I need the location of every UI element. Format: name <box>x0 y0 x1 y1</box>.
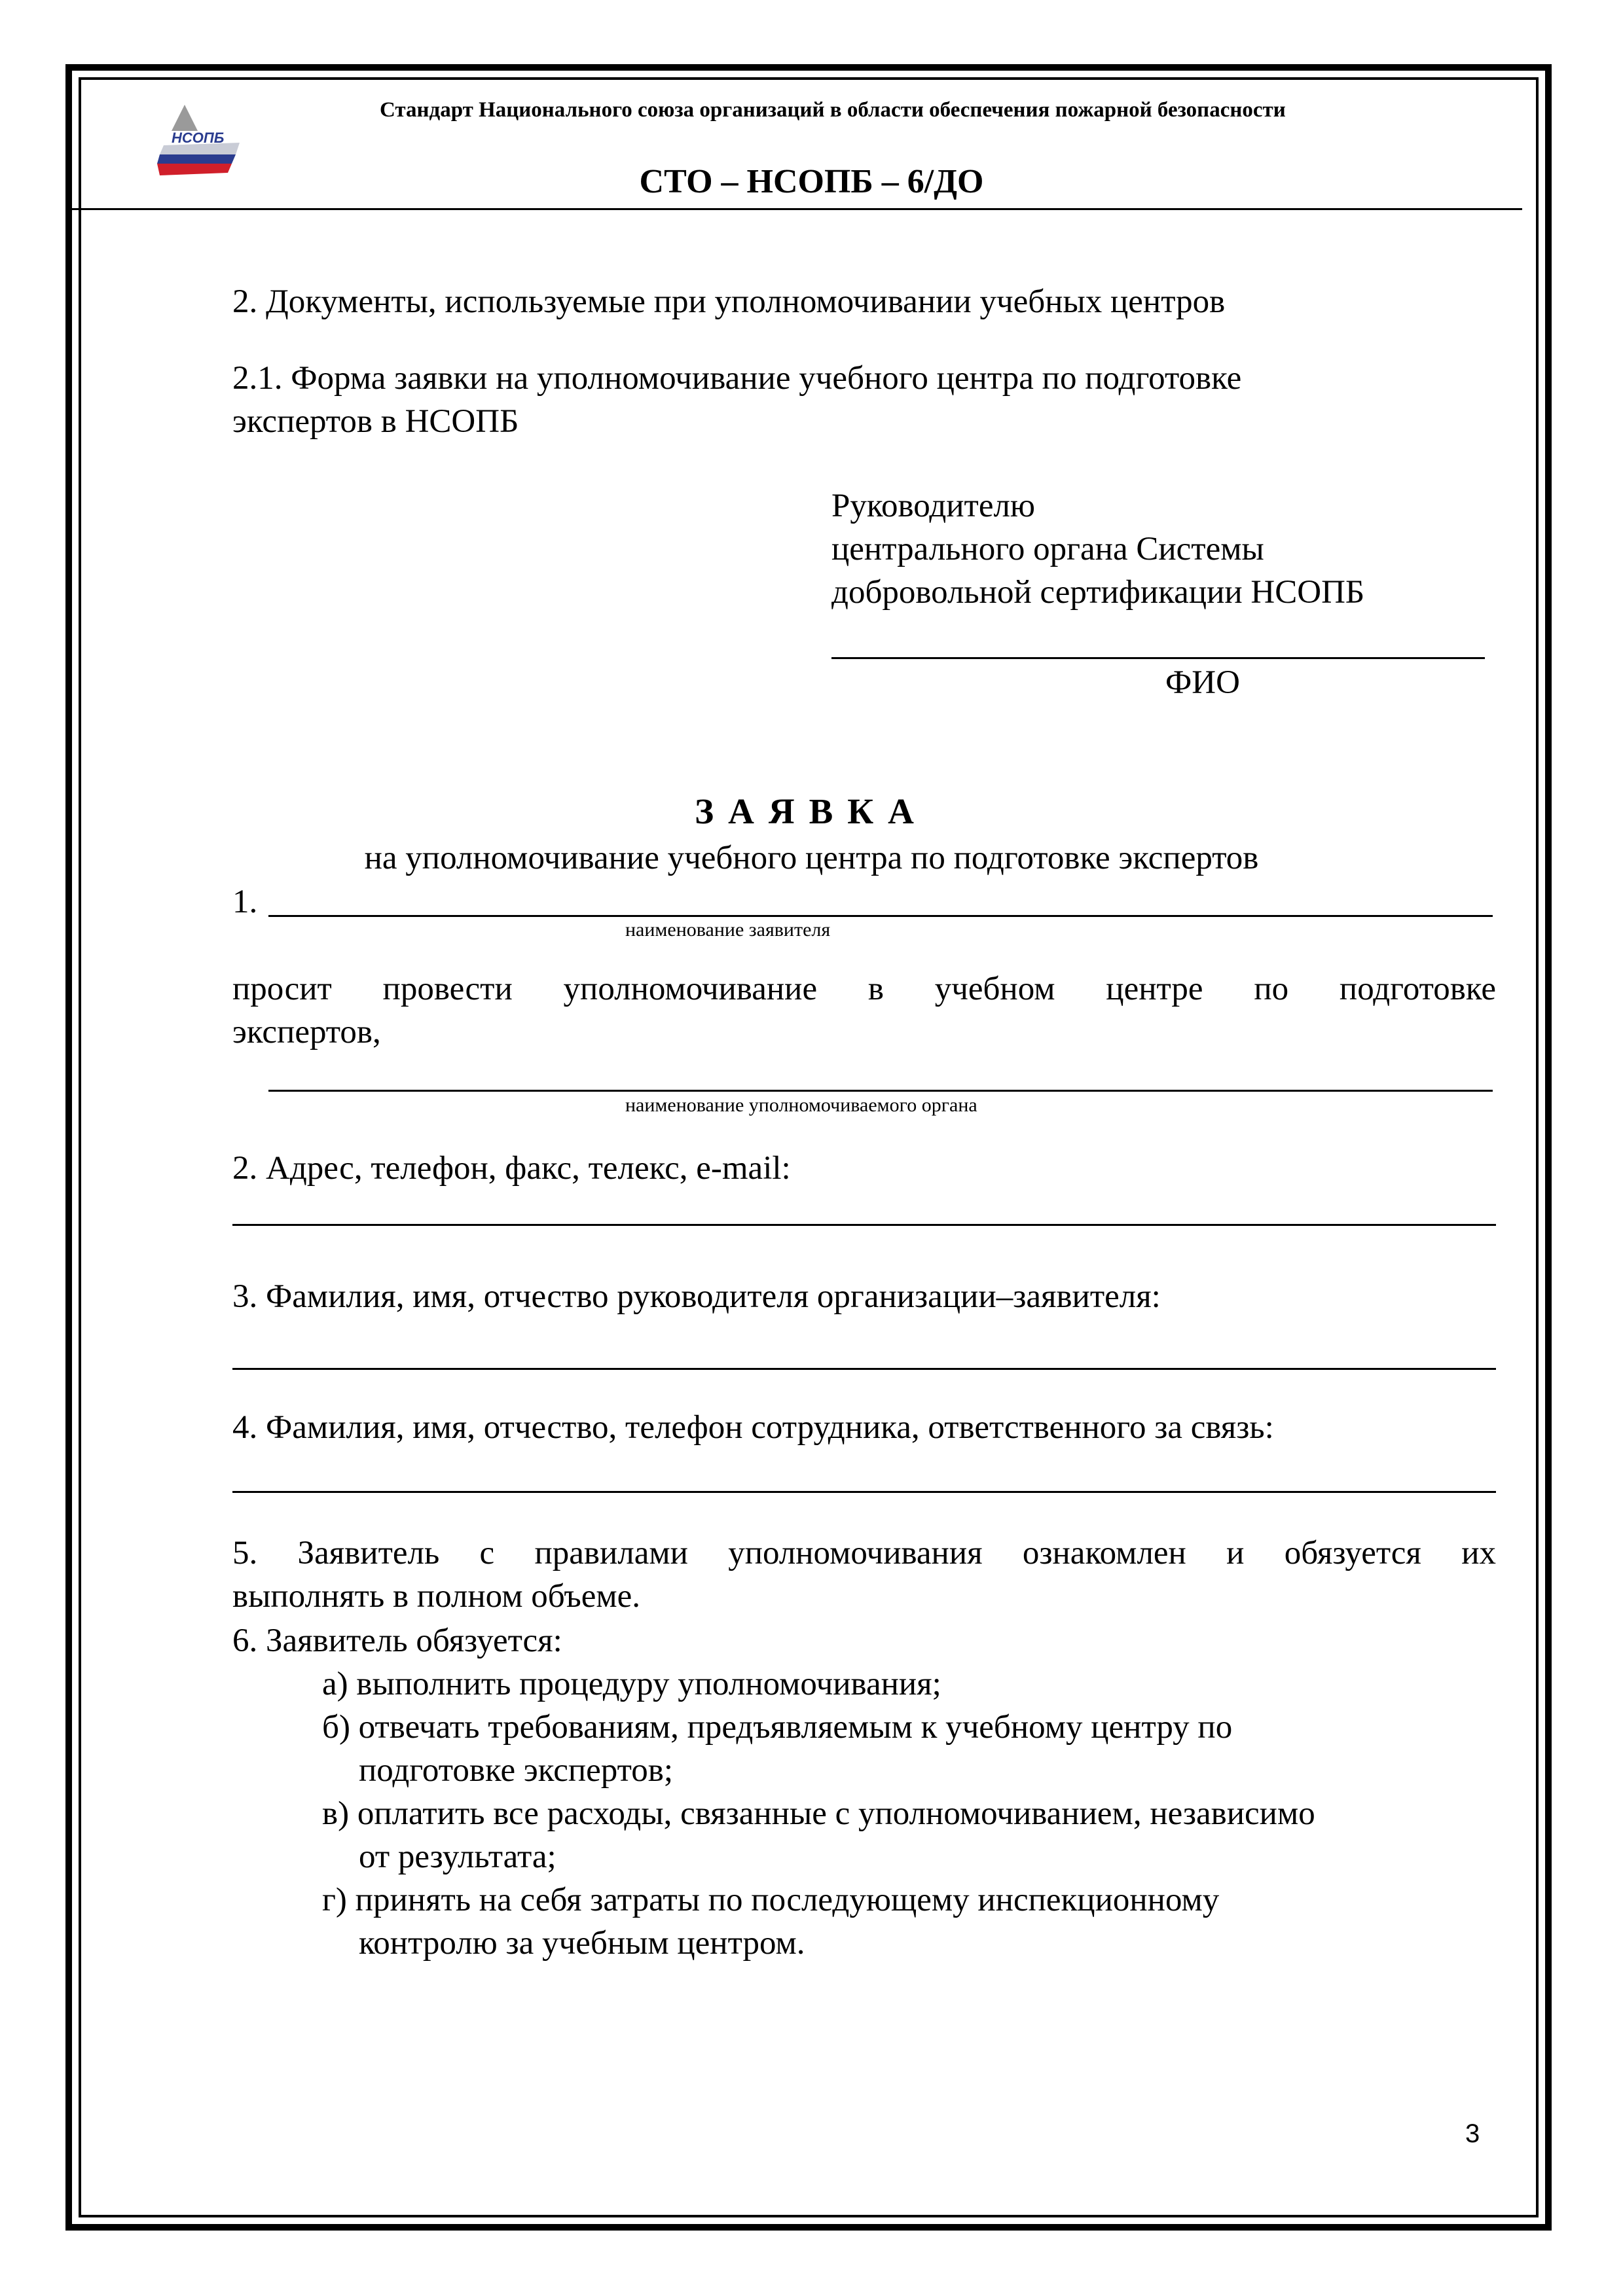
contacts-field[interactable] <box>232 1224 1496 1226</box>
obligation-b-cont: подготовке экспертов; <box>359 1752 673 1789</box>
item-4-label: 4. Фамилия, имя, отчество, телефон сотрудника, ответственного за связь: <box>232 1409 1274 1446</box>
authorized-body-field[interactable] <box>268 1090 1493 1092</box>
list-item <box>322 1706 1315 1792</box>
addressee-block <box>831 484 1364 614</box>
obligation-b: б) отвечать требованиям, предъявляемым к учебному центру по <box>322 1709 1233 1746</box>
subsection-line-2: экспертов в НСОПБ <box>232 403 519 440</box>
item-6-label: 6. Заявитель обязуется: <box>232 1623 562 1659</box>
item-3-label: 3. Фамилия, имя, отчество руководителя организации–заявителя: <box>232 1278 1161 1315</box>
list-item <box>322 1878 1315 1965</box>
contact-person-field[interactable] <box>232 1491 1496 1493</box>
authorized-body-caption: наименование уполномочиваемого органа <box>625 1094 977 1116</box>
applicant-name-field[interactable] <box>268 915 1493 917</box>
item-5-line-1: 5. Заявитель с правилами уполномочивания ознакомлен и обязуется их <box>232 1535 1496 1571</box>
header-rule <box>65 208 1522 210</box>
addressee-fio-field[interactable] <box>831 657 1485 659</box>
obligation-g: г) принять на себя затраты по последующему инспекционному <box>322 1882 1220 1918</box>
subsection-line-1: 2.1. Форма заявки на уполномочивание учебного центра по подготовке <box>232 360 1242 397</box>
addressee-line-1: Руководителю <box>831 488 1036 524</box>
list-item <box>322 1662 1315 1706</box>
item-5-line-2: выполнять в полном объеме. <box>232 1578 641 1615</box>
request-line-1: просит провести уполномочивание в учебном центре по подготовке <box>232 971 1496 1007</box>
item-2-label: 2. Адрес, телефон, факс, телекс, e-mail: <box>232 1150 791 1187</box>
header-title: Стандарт Национального союза организаций в области обеспечения пожарной безопасности <box>380 98 1286 122</box>
addressee-line-3: добровольной сертификации НСОПБ <box>831 574 1365 611</box>
obligation-g-cont: контролю за учебным центром. <box>359 1925 805 1962</box>
applicant-name-caption: наименование заявителя <box>625 919 831 941</box>
list-item <box>322 1792 1315 1878</box>
subsection-title <box>232 357 1241 443</box>
document-code: СТО – НСОПБ – 6/ДО <box>639 163 984 200</box>
logo-text: НСОПБ <box>172 130 225 146</box>
request-paragraph <box>232 967 1496 1054</box>
fio-label: ФИО <box>1165 664 1240 701</box>
request-line-2: экспертов, <box>232 1014 381 1050</box>
obligation-a: а) выполнить процедуру уполномочивания; <box>322 1666 941 1702</box>
page-number: 3 <box>1465 2119 1480 2148</box>
application-subtitle: на уполномочивание учебного центра по подготовке экспертов <box>364 840 1259 876</box>
application-title: ЗАЯВКА <box>695 791 928 831</box>
item-1-number: 1. <box>232 884 258 920</box>
item-5-paragraph <box>232 1532 1496 1618</box>
obligation-v-cont: от результата; <box>359 1839 556 1875</box>
addressee-line-2: центрального органа Системы <box>831 531 1264 567</box>
section-title: 2. Документы, используемые при уполномочивании учебных центров <box>232 283 1226 320</box>
head-name-field[interactable] <box>232 1368 1496 1370</box>
obligations-list <box>322 1662 1315 1965</box>
obligation-v: в) оплатить все расходы, связанные с уполномочиванием, независимо <box>322 1795 1315 1832</box>
